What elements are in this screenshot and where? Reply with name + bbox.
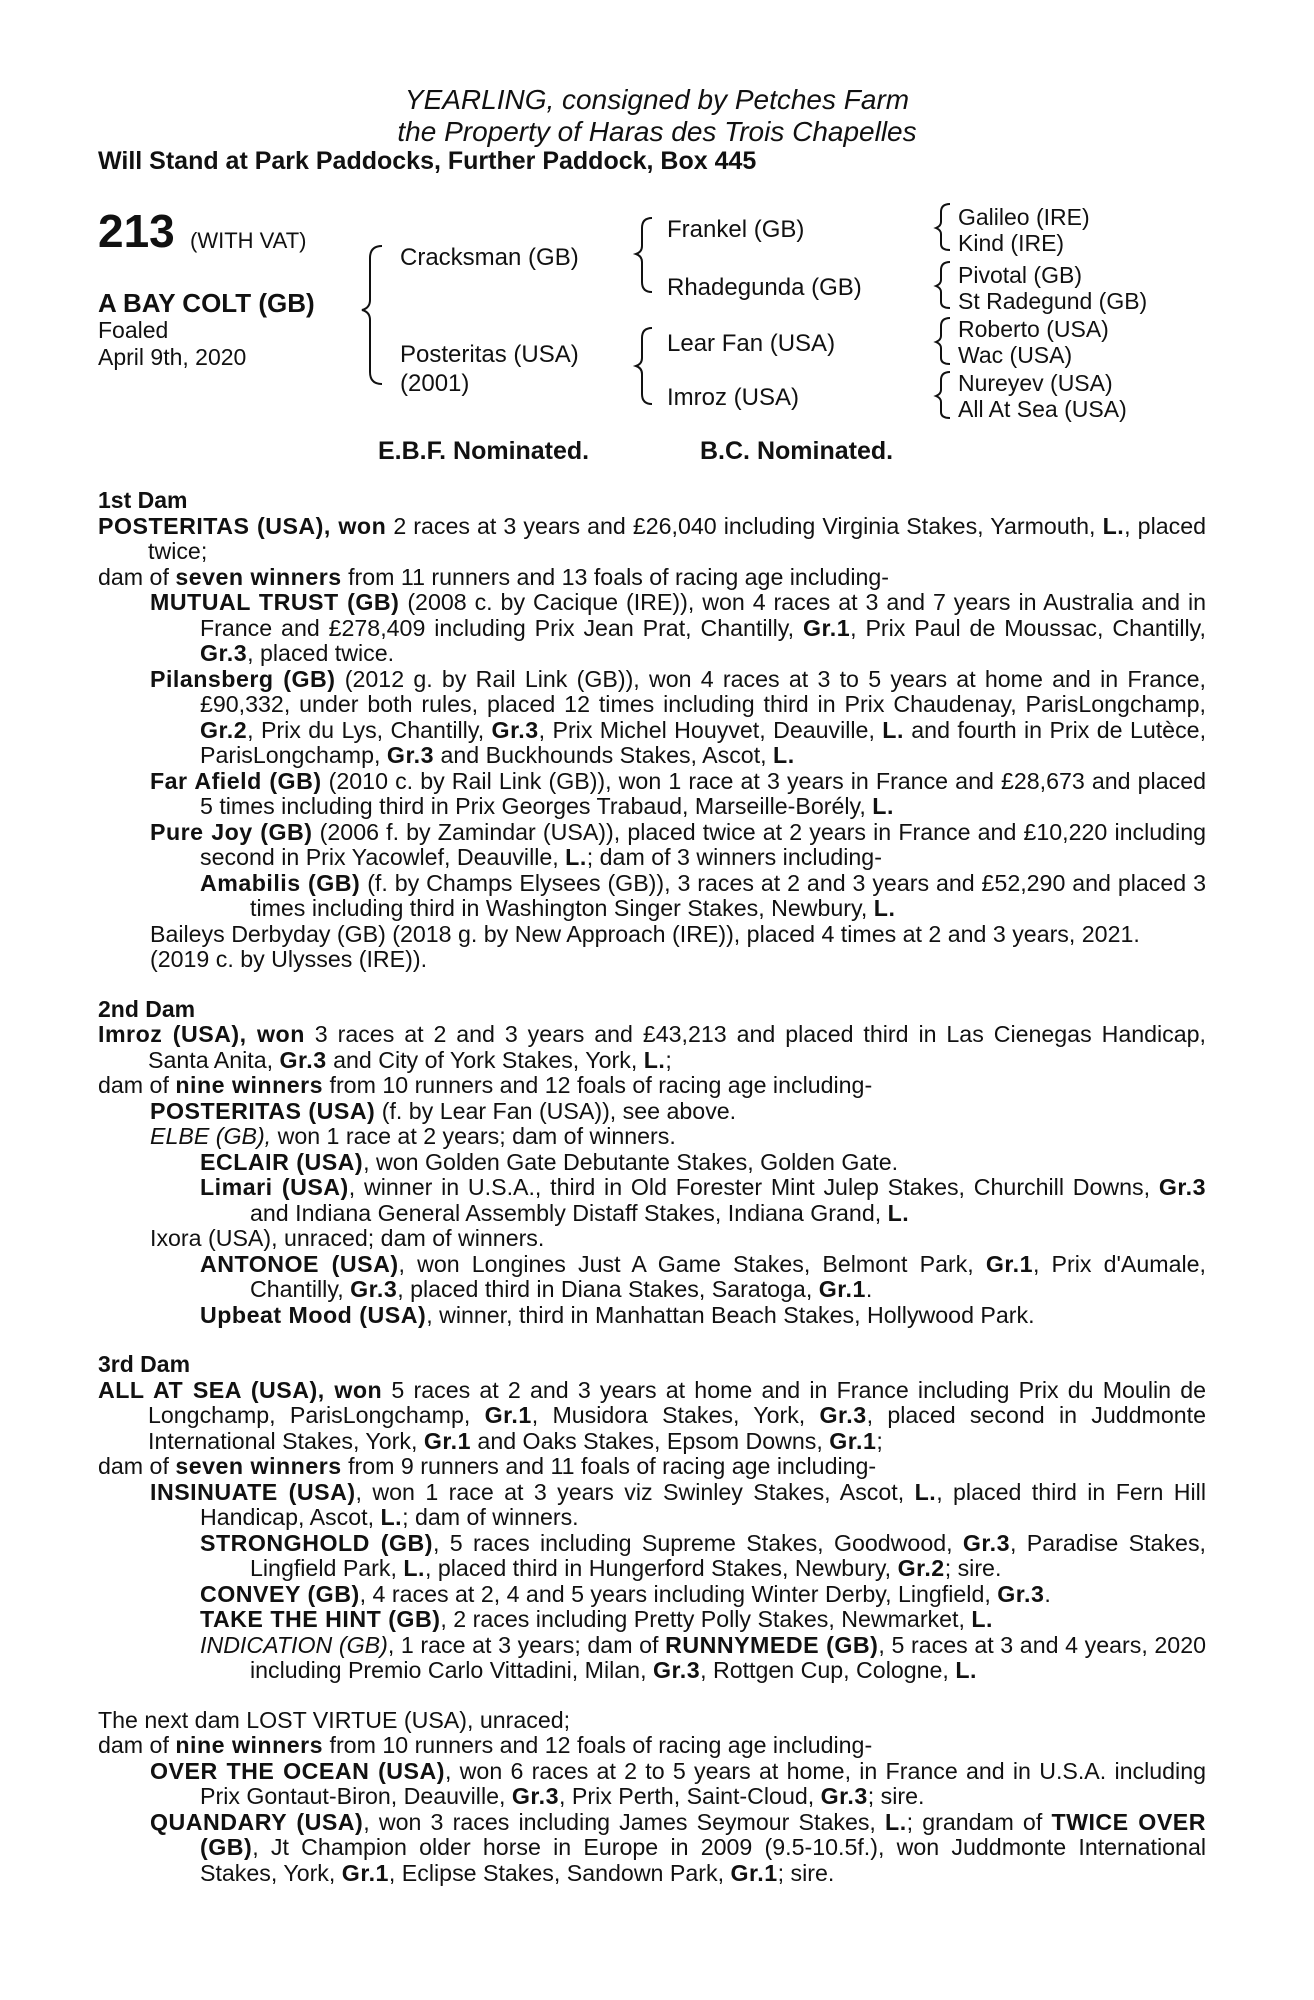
- produce-take-the-hint: TAKE THE HINT (GB), 2 races including Pretty Polly Stakes, Newmarket, L.: [200, 1606, 993, 1632]
- first-dam-heading: 1st Dam: [98, 487, 188, 513]
- gen3-3: Pivotal (GB): [958, 262, 1082, 288]
- foaled-label: Foaled: [98, 317, 169, 343]
- pedigree-braces: [0, 0, 1314, 460]
- property-line: the Property of Haras des Trois Chapelles: [397, 116, 917, 147]
- produce-indication: INDICATION (GB), 1 race at 3 years; dam of RUNNYMEDE (GB), 5 races at 3 and 4 years, 2020 including Premio Carlo Vittadini, Milan, Gr.3, Rottgen Cup, Cologne, L.: [200, 1631, 1206, 1683]
- produce-insinuate: INSINUATE (USA), won 1 race at 3 years viz Swinley Stakes, Ascot, L., placed third in Fern Hill Handicap, Ascot, L.; dam of winners.: [150, 1478, 1206, 1530]
- produce-limari: Limari (USA), winner in U.S.A., third in Old Forester Mint Julep Stakes, Churchill Downs, Gr.3 and Indiana General Assembly Distaff Stakes, Indiana Grand, L.: [200, 1174, 1206, 1226]
- next-dam-intro: The next dam LOST VIRTUE (USA), unraced;: [98, 1706, 571, 1733]
- gen3-6: Wac (USA): [958, 342, 1073, 368]
- catalogue-body: [98, 488, 1206, 1886]
- dam-year: (2001): [400, 370, 470, 397]
- gen3-2: Kind (IRE): [958, 230, 1065, 256]
- produce-quandary: QUANDARY (USA), won 3 races including James Seymour Stakes, L.; grandam of TWICE OVER (GB), Jt Champion older horse in Europe in 2009 (9.5-10.5f.), won Juddmonte International Stakes, York, Gr.1, Eclipse Stakes, Sandown Park, Gr.1; sire.: [150, 1808, 1207, 1886]
- dam-name: POSTERITAS (USA), won: [98, 512, 387, 539]
- bc-nomination: B.C. Nominated.: [700, 437, 894, 465]
- produce-convey: CONVEY (GB), 4 races at 2, 4 and 5 years including Winter Derby, Lingfield, Gr.3.: [200, 1580, 1051, 1607]
- lot-number: 213: [98, 205, 175, 257]
- first-dam-intro: POSTERITAS (USA), won 2 races at 3 years and £26,040 including Virginia Stakes, Yarmouth, L., placed twice;: [98, 512, 1206, 564]
- third-dam-heading: 3rd Dam: [98, 1351, 191, 1377]
- produce-pilansberg: Pilansberg (GB) (2012 g. by Rail Link (GB)), won 4 races at 3 to 5 years at home and in France, £90,332, under both rules, placed 12 times including third in Prix Chaudenay, ParisLongchamp, Gr.2, Prix du Lys, Chantilly, Gr.3, Prix Michel Houyvet, Deauville, L. and fourth in Prix de Lutèce, ParisLongchamp, Gr.3 and Buckhounds Stakes, Ascot, L.: [150, 665, 1207, 768]
- dam-sire: Lear Fan (USA): [667, 330, 836, 357]
- produce-antonoe: ANTONOE (USA), won Longines Just A Game Stakes, Belmont Park, Gr.1, Prix d'Aumale, Chantilly, Gr.3, placed third in Diana Stakes, Saratoga, Gr.1.: [200, 1250, 1206, 1302]
- produce-stronghold: STRONGHOLD (GB), 5 races including Supreme Stakes, Goodwood, Gr.3, Paradise Stakes, Lingfield Park, L., placed third in Hungerford Stakes, Newbury, Gr.2; sire.: [200, 1529, 1206, 1581]
- ebf-nomination: E.B.F. Nominated.: [378, 437, 590, 465]
- gen3-4: St Radegund (GB): [958, 288, 1148, 314]
- produce-2019-colt: (2019 c. by Ulysses (IRE)).: [150, 946, 428, 972]
- next-dam-produce-summary: dam of nine winners from 10 runners and 12 foals of racing age including-: [98, 1732, 873, 1758]
- third-dam-produce-summary: dam of seven winners from 9 runners and 11 foals of racing age including-: [98, 1453, 877, 1479]
- produce-over-the-ocean: OVER THE OCEAN (USA), won 6 races at 2 to 5 years at home, in France and in U.S.A. including Prix Gontaut-Biron, Deauville, Gr.3, Prix Perth, Saint-Cloud, Gr.3; sire.: [150, 1757, 1206, 1809]
- foaled-date: April 9th, 2020: [98, 344, 247, 370]
- gen3-1: Galileo (IRE): [958, 204, 1090, 230]
- consignor-line: YEARLING, consigned by Petches Farm: [404, 84, 910, 115]
- produce-mutual-trust: MUTUAL TRUST (GB) (2008 c. by Cacique (IRE)), won 4 races at 3 and 7 years in Australia and in France and £278,409 including Prix Jean Prat, Chantilly, Gr.1, Prix Paul de Moussac, Chantilly, Gr.3, placed twice.: [150, 589, 1206, 666]
- third-dam-intro: ALL AT SEA (USA), won 5 races at 2 and 3 years at home and in France including Prix du Moulin de Longchamp, ParisLongchamp, Gr.1, Musidora Stakes, York, Gr.3, placed second in Juddmonte International Stakes, York, Gr.1 and Oaks Stakes, Epsom Downs, Gr.1;: [98, 1376, 1206, 1454]
- produce-elbe: ELBE (GB), won 1 race at 2 years; dam of winners.: [150, 1123, 676, 1149]
- gen3-8: All At Sea (USA): [958, 396, 1127, 422]
- stand-location: Will Stand at Park Paddocks, Further Paddock, Box 445: [98, 147, 757, 175]
- produce-far-afield: Far Afield (GB) (2010 c. by Rail Link (GB)), won 1 race at 3 years in France and £28,673 and placed 5 times including third in Prix Georges Trabaud, Marseille-Borély, L.: [150, 767, 1206, 819]
- dam: Posteritas (USA): [400, 341, 579, 368]
- produce-baileys-derbyday: Baileys Derbyday (GB) (2018 g. by New Approach (IRE)), placed 4 times at 2 and 3 years, 2021.: [150, 920, 1140, 947]
- produce-eclair: ECLAIR (USA), won Golden Gate Debutante Stakes, Golden Gate.: [200, 1148, 899, 1175]
- sire-sire: Frankel (GB): [667, 216, 805, 243]
- produce-pure-joy: Pure Joy (GB) (2006 f. by Zamindar (USA)), placed twice at 2 years in France and £10,220 including second in Prix Yacowlef, Deauville, L.; dam of 3 winners including-: [150, 818, 1206, 870]
- gen3-5: Roberto (USA): [958, 316, 1109, 342]
- gen3-7: Nureyev (USA): [958, 370, 1113, 396]
- second-dam-heading: 2nd Dam: [98, 995, 196, 1022]
- dam-dam: Imroz (USA): [667, 384, 799, 411]
- produce-posteritas: POSTERITAS (USA) (f. by Lear Fan (USA)), see above.: [150, 1097, 737, 1124]
- produce-amabilis: Amabilis (GB) (f. by Champs Elysees (GB)), 3 races at 2 and 3 years and £52,290 and placed 3 times including third in Washington Singer Stakes, Newbury, L.: [200, 869, 1206, 921]
- produce-upbeat-mood: Upbeat Mood (USA), winner, third in Manhattan Beach Stakes, Hollywood Park.: [200, 1301, 1035, 1328]
- sire-dam: Rhadegunda (GB): [667, 274, 862, 301]
- second-dam-produce-summary: dam of nine winners from 10 runners and 12 foals of racing age including-: [98, 1072, 873, 1098]
- lot-title: A BAY COLT (GB): [98, 288, 315, 318]
- vat-note: (WITH VAT): [190, 228, 307, 253]
- produce-ixora: Ixora (USA), unraced; dam of winners.: [150, 1225, 545, 1251]
- second-dam-intro: Imroz (USA), won 3 races at 2 and 3 years and £43,213 and placed third in Las Cienegas Handicap, Santa Anita, Gr.3 and City of York Stakes, York, L.;: [98, 1021, 1206, 1073]
- first-dam-produce-summary: dam of seven winners from 11 runners and 13 foals of racing age including-: [98, 563, 890, 590]
- sire: Cracksman (GB): [400, 244, 579, 271]
